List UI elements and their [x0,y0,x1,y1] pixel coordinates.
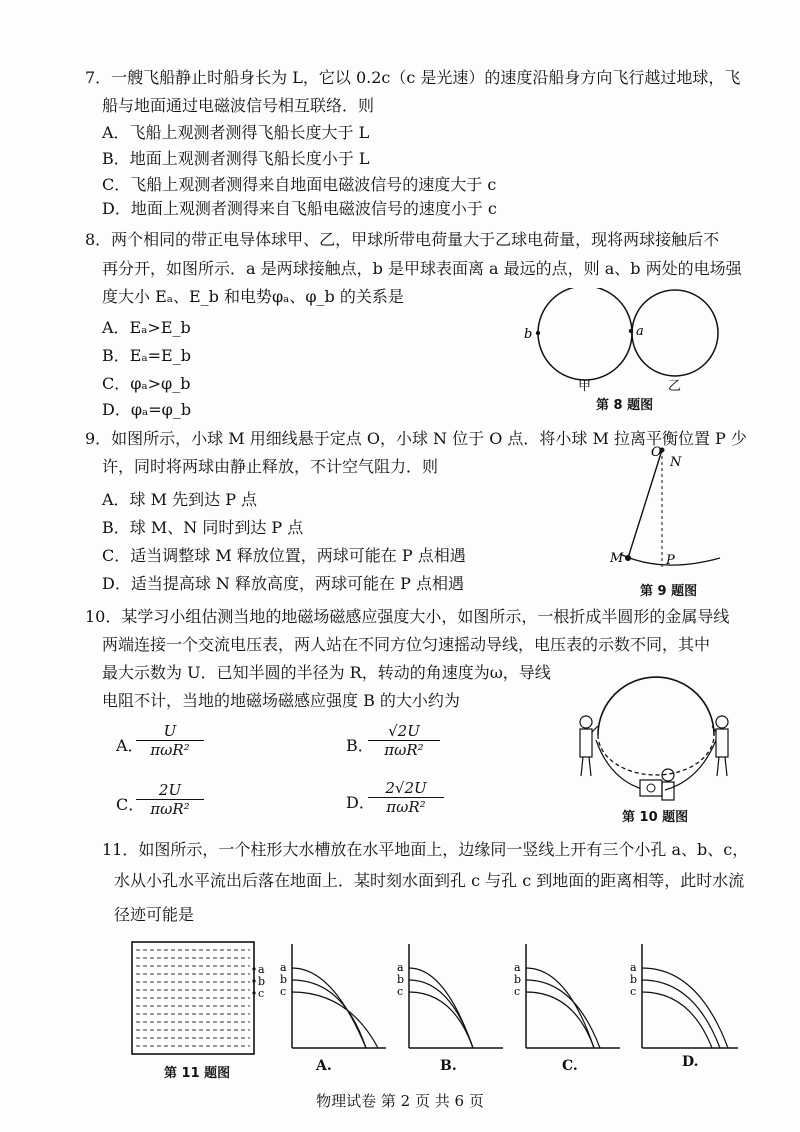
sphere-jia [538,288,632,380]
stream-c [409,992,473,1048]
fraction-numerator: 2√2U [368,779,444,798]
hole-b [252,979,255,982]
hole-label-b: b [258,975,266,988]
stream-label-a: a [630,961,637,974]
q10-figure [570,660,730,810]
stream-a [409,968,473,1048]
q9-stem-line2: 许，同时将两球由静止释放，不计空气阻力．则 [102,457,439,476]
q11-graph-b-label: B. [440,1058,457,1074]
q10-stem-line3: 最大示数为 U．已知半圆的半径为 R，转动的角速度为ω，导线 [102,663,551,682]
q9-option-c: C．适当调整球 M 释放位置，两球可能在 P 点相遇 [102,546,466,565]
stream-b [292,980,366,1048]
point-a [629,329,633,333]
q11-graph-d [628,938,740,1058]
q10-option-a-fraction [136,722,204,759]
page-footer: 物理试卷 第 2 页 共 6 页 [316,1092,484,1110]
fraction-numerator: U [136,722,204,741]
q9-option-d: D．适当提高球 N 释放高度，两球可能在 P 点相遇 [102,574,464,593]
q10-stem-line2: 两端连接一个交流电压表，两人站在不同方位匀速摇动导线，电压表的示数不同，其中 [102,635,711,654]
q11-stem-line3: 径迹可能是 [114,905,195,924]
q8-option-c: C．φₐ>φ_b [102,374,191,393]
q8-caption: 第 8 题图 [596,398,654,413]
q10-caption: 第 10 题图 [622,810,689,825]
q7-option-b: B．地面上观测者测得飞船长度小于 L [102,149,370,168]
q8-figure [510,288,740,410]
label-jia: 甲 [578,379,592,394]
q11-tank-figure [120,936,280,1066]
fraction-numerator: √2U [368,722,440,741]
q7-option-a: A．飞船上观测者测得飞船长度大于 L [102,123,370,142]
stream-b [526,980,600,1048]
water-hatching [136,950,250,1046]
stream-label-b: b [397,973,405,986]
q11-graph-a [278,938,388,1058]
stream-label-b: b [630,973,638,986]
stream-label-b: b [514,973,522,986]
label-p: P [666,553,675,568]
left-lead-wire [596,740,645,790]
q9-caption: 第 9 题图 [640,584,698,599]
stream-c [292,992,378,1048]
label-a: a [636,324,644,339]
left-person-icon [580,716,598,776]
q11-graph-c-label: C. [562,1058,578,1074]
q8-option-b: B．Eₐ=E_b [102,346,191,365]
q10-stem-line4: 电阻不计，当地的地磁场磁感应强度 B 的大小约为 [102,691,460,710]
fraction-denominator: πωR² [150,800,190,818]
lower-dashed-arc [598,735,714,775]
stream-a [526,968,594,1048]
q10-option-d-label: D． [346,793,375,812]
stream-label-c: c [397,985,404,998]
fraction-denominator: πωR² [384,741,424,759]
label-m: M [610,551,624,566]
stream-label-b: b [280,973,288,986]
q8-stem-line1: 8．两个相同的带正电导体球甲、乙，甲球所带电荷量大于乙球电荷量，现将两球接触后不 [85,230,720,249]
stream-c [642,992,712,1048]
fraction-denominator: πωR² [150,741,190,759]
stream-label-a: a [280,961,287,974]
q9-option-b: B．球 M、N 同时到达 P 点 [102,518,304,537]
label-b: b [524,327,533,342]
q10-option-c-fraction [136,781,204,818]
q7-option-d: D．地面上观测者测得来自飞船电磁波信号的速度小于 c [102,199,497,218]
q11-tank-caption: 第 11 题图 [164,1066,231,1081]
q8-stem-line2: 再分开，如图所示．a 是两球接触点，b 是甲球表面离 a 最远的点，则 a、b 两处的电场强 [102,259,742,278]
stream-a [292,968,366,1048]
q10-option-a-label: A． [116,736,144,755]
label-n: N [670,455,682,470]
stream-label-c: c [630,985,637,998]
q11-graph-b [395,938,505,1058]
upper-semicircle-wire [598,677,714,735]
stream-label-c: c [514,985,521,998]
q10-option-b-label: B． [346,736,374,755]
hole-c [252,991,255,994]
q11-graph-a-label: A. [316,1058,332,1074]
q10-option-b-fraction [368,722,440,759]
q7-option-c: C．飞船上观测者测得来自地面电磁波信号的速度大于 c [102,175,497,194]
hole-label-c: c [258,987,265,1000]
q10-stem-line1: 10．某学习小组估测当地的地磁场磁感应强度大小，如图所示，一根折成半圆形的金属导线 [85,607,730,626]
label-yi: 乙 [668,379,682,394]
ball-m [625,555,631,561]
fraction-numerator: 2U [136,781,204,800]
point-b [536,331,540,335]
q8-option-a: A．Eₐ>E_b [102,318,191,337]
pendulum-string [628,450,662,558]
q8-option-d: D．φₐ=φ_b [102,400,192,419]
q9-option-a: A．球 M 先到达 P 点 [102,490,258,509]
stream-c [526,992,594,1048]
q11-stem-line1: 11．如图所示，一个柱形大水槽放在水平地面上，边缘同一竖线上开有三个小孔 a、b、c， [102,840,749,859]
stream-b [642,980,720,1048]
q8-stem-line3: 度大小 Eₐ、E_b 和电势φₐ、φ_b 的关系是 [102,287,404,306]
hole-a [252,967,255,970]
label-o: O [651,445,662,460]
q10-option-c-label: C． [116,795,145,814]
stream-b [409,980,473,1048]
stream-label-a: a [514,961,521,974]
q10-option-d-fraction [368,779,444,816]
q11-graph-d-label: D. [682,1054,699,1070]
stream-label-a: a [397,961,404,974]
right-person-icon [712,716,728,776]
fraction-denominator: πωR² [386,798,426,816]
q11-graph-c [512,938,622,1058]
hole-label-a: a [258,963,265,976]
stream-label-c: c [280,985,287,998]
q7-stem-line1: 7．一艘飞船静止时船身长为 L，它以 0.2c（c 是光速）的速度沿船身方向飞行越过地球，飞 [85,68,741,87]
q9-figure [600,440,730,580]
q9-stem-line1: 9．如图所示，小球 M 用细线悬于定点 O，小球 N 位于 O 点．将小球 M 拉离平衡位置 P 少 [85,429,747,448]
q11-stem-line2: 水从小孔水平流出后落在地面上．某时刻水面到孔 c 与孔 c 到地面的距离相等，此时水流 [114,871,745,890]
sphere-yi [632,290,718,376]
q7-stem-line2: 船与地面通过电磁波信号相互联络．则 [102,96,375,115]
